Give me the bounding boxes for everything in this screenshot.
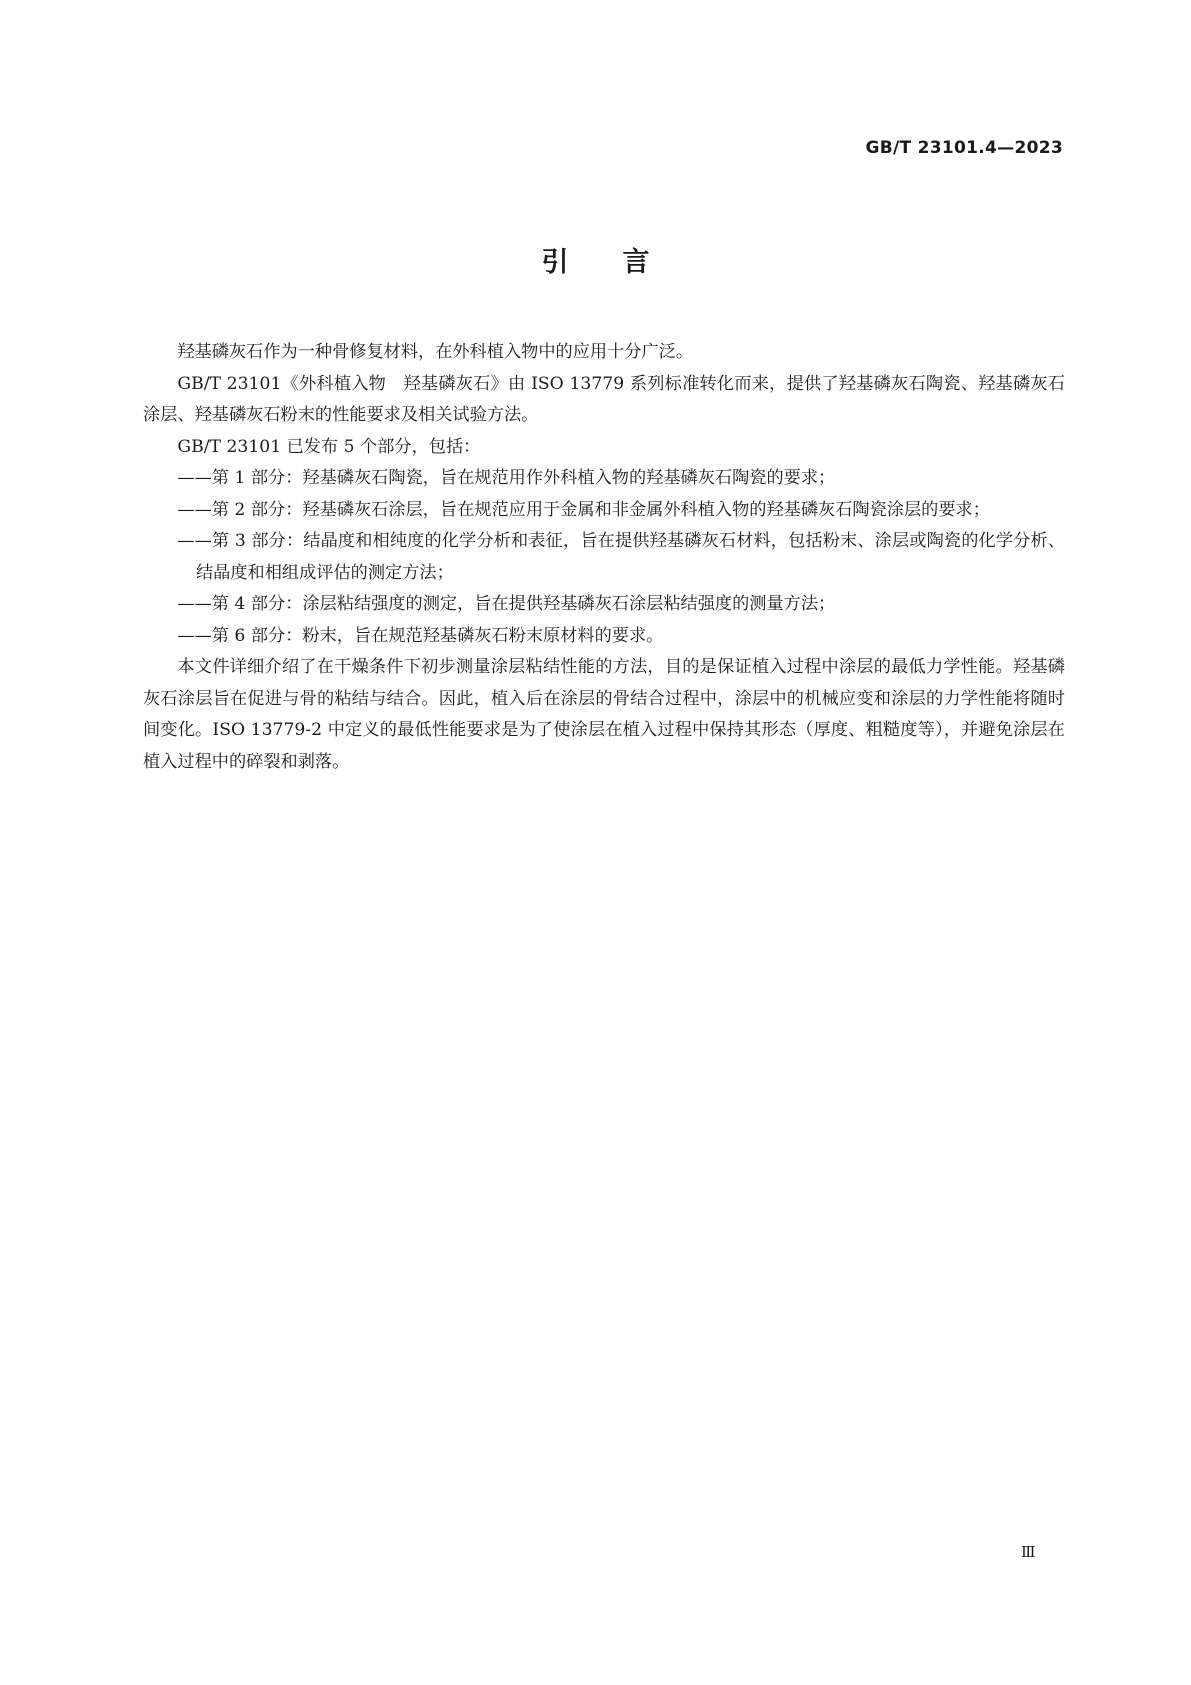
- list-item-part-1: ——第 1 部分：羟基磷灰石陶瓷，旨在规范用作外科植入物的羟基磷灰石陶瓷的要求；: [177, 468, 836, 488]
- introduction-body: [143, 337, 1065, 778]
- list-item-part-6: ——第 6 部分：粉末，旨在规范羟基磷灰石粉末原材料的要求。: [177, 625, 664, 646]
- list-item-part-3: ——第 3 部分：结晶度和相纯度的化学分析和表征，旨在提供羟基磷灰石材料，包括粉末、涂层或陶瓷的化学分析、结晶度和相组成评估的测定方法；: [177, 531, 1065, 583]
- list-item-part-4: ——第 4 部分：涂层粘结强度的测定，旨在提供羟基磷灰石涂层粘结强度的测量方法；: [177, 594, 836, 614]
- paragraph-document-scope: 本文件详细介绍了在干燥条件下初步测量涂层粘结性能的方法，目的是保证植入过程中涂层的最低力学性能。羟基磷灰石涂层旨在促进与骨的粘结与结合。因此，植入后在涂层的骨结合过程中，涂层中的机械应变和涂层的力学性能将随时间变化。ISO 13779-2 中定义的最低性能要求是为了使涂层在植入过程中保持其形态（厚度、粗糙度等），并避免涂层在植入过程中的碎裂和剥落。: [143, 657, 1065, 772]
- paragraph-intro: 羟基磷灰石作为一种骨修复材料，在外科植入物中的应用十分广泛。: [177, 342, 694, 362]
- paragraph-parts-lead: GB/T 23101 已发布 5 个部分，包括：: [177, 436, 481, 457]
- parts-list: [143, 463, 1065, 652]
- list-item-part-2: ——第 2 部分：羟基磷灰石涂层，旨在规范应用于金属和非金属外科植入物的羟基磷灰石陶瓷涂层的要求；: [177, 499, 990, 520]
- paragraph-standard-origin: GB/T 23101《外科植入物 羟基磷灰石》由 ISO 13779 系列标准转化而来，提供了羟基磷灰石陶瓷、羟基磷灰石涂层、羟基磷灰石粉末的性能要求及相关试验方法。: [143, 373, 1065, 425]
- page-number: Ⅲ: [1021, 1543, 1036, 1561]
- standard-number: GB/T 23101.4—2023: [865, 138, 1063, 158]
- page-title: 引 言: [541, 247, 650, 278]
